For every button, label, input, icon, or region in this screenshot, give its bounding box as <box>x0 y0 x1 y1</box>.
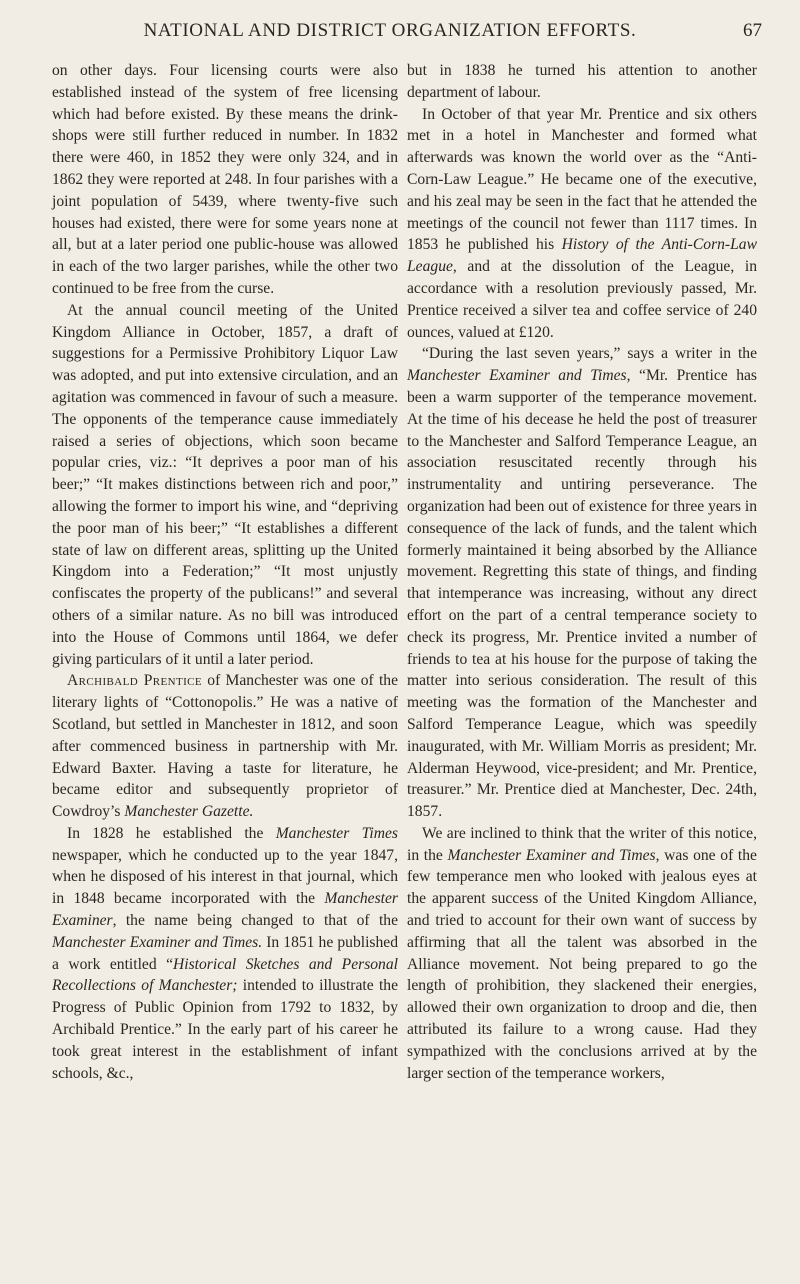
notice-paper-title: Manchester Examiner and Times <box>447 846 656 864</box>
paragraph-department-of-labour: but in 1838 he turned his attention to another department of labour. <box>407 62 757 101</box>
quote-text-b: , “Mr. Prentice has been a warm supporter of the temperance movement. At the time of his decease he held the post of treasurer to the Manchester and Salford Temperance League, an association resuscitated recently through his instrumentality and untiring perseverance. The organization had been out of existence for three years in consequence of the lack of funds, and the talent which formerly maintained it being absorbed by the Alliance movement. Regretting this state of things, and finding that intemperance was increasing, without any direct effort on the part of a central temperance society to check its progress, Mr. Prentice invited a number of friends to tea at his house for the purpose of taking the matter into serious consideration. The result of this meeting was the formation of the Manchester and Salford Temperance League, which was speedily inaugurated, with Mr. William Morris as president; Mr. Alderman Heywood, vice-president; and Mr. Prentice, treasurer.” Mr. Prentice died at Manchester, Dec. 24th, 1857. <box>407 367 757 821</box>
right-column <box>407 60 757 1084</box>
running-head: NATIONAL AND DISTRICT ORGANIZATION EFFORTS. <box>143 20 637 41</box>
page-header <box>50 18 762 48</box>
times-text-e: intended to illustrate the Progress of Public Opinion from 1792 to 1832, by Archibald Prentice.” In the early part of his career he took great interest in the establishment of infant schools, &c., <box>52 977 398 1082</box>
times-text-a: In 1828 he established the <box>67 824 276 842</box>
times-text-c: , the name being changed to that of the <box>112 912 398 930</box>
paragraph-manchester-times <box>52 823 398 1085</box>
left-column <box>52 60 398 1084</box>
prentice-text-a: of Manchester was one of the literary lights of “Cottonopolis.” He was a native of Scotland, but settled in Manchester in 1812, and soon after commenced business in partnership with Mr. Edward Baxter. Having a taste for literature, he became editor and subsequently proprietor of Cowdroy’s <box>52 672 398 821</box>
quote-text-a: “During the last seven years,” says a writer in the <box>422 345 757 363</box>
page-number: 67 <box>743 20 762 41</box>
paragraph-examiner-quote <box>407 343 757 823</box>
gazette-title: Manchester Gazette. <box>124 803 254 821</box>
paragraph-writer-notice <box>407 823 757 1085</box>
paragraph-archibald-prentice <box>52 670 398 823</box>
paragraph-licensing-courts: on other days. Four licensing courts were also established instead of the system of free licensing which had before existed. By these means the drink-shops were still further reduced in number. In 1832 there were 460, in 1852 they were only 324, and in 1862 they were reported at 248. In four parishes with a joint population of 5439, where twenty-five such houses had existed, there were for some years none at all, but at a later period one public-house was allowed in each of the two larger parishes, while the other two continued to be free from the curse. <box>52 62 398 297</box>
notice-text-b: , was one of the few temperance men who looked with jealous eyes at the apparent success of the United Kingdom Alliance, and tried to account for their own want of success by affirming that all the talent was absorbed in the Alliance movement. Not being prepared to go the length of prohibition, they slackened their energies, allowed their own organization to droop and die, then attributed its failure to a wrong cause. Had they sympathized with the conclusions arrived at by the larger section of the temperance workers, <box>407 846 757 1082</box>
times-text-d: In 1851 he published a work entitled “ <box>52 933 398 973</box>
times-title: Manchester Times <box>275 824 398 842</box>
examiner-times-title: Manchester Examiner and Times. <box>52 933 263 951</box>
examiner-title: Manchester Examiner <box>52 890 398 930</box>
times-text-b: newspaper, which he conducted up to the year 1847, when he disposed of his interest in that journal, which in 1848 became incorporated with the <box>52 846 398 908</box>
paragraph-permissive-bill: At the annual council meeting of the United Kingdom Alliance in October, 1857, a draft of suggestions for a Permissive Prohibitory Liquor Law was adopted, and put into extensive circulation, and an agitation was commenced in favour of such a measure. The opponents of the temperance cause immediately raised a series of objections, which soon became popular cries, viz.: “It deprives a poor man of his beer;” “It makes distinctions between rich and poor,” allowing the former to import his wine, and “depriving the poor man of his beer;” “It establishes a different state of law on different areas, splitting up the United Kingdom into a Federation;” “It most unjustly confiscates the property of the publicans!” and several others of a similar nature. As no bill was introduced into the House of Commons until 1864, we defer giving particulars of it until a later period. <box>52 301 398 668</box>
league-history-title: History of the Anti-Corn-Law League <box>407 236 757 276</box>
league-text-a: In October of that year Mr. Prentice and six others met in a hotel in Manchester and formed what afterwards was known the world over as the “Anti-Corn-Law League.” He became one of the executive, and his zeal may be seen in the fact that he attended the meetings of the council not fewer than 1117 times. In 1853 he published his <box>407 105 757 254</box>
prentice-name: Archibald Prentice <box>67 672 203 690</box>
quote-paper-title: Manchester Examiner and Times <box>407 367 627 385</box>
sketches-title: Historical Sketches and Personal Recollections of Manchester; <box>52 955 398 995</box>
notice-text-a: We are inclined to think that the writer of this notice, in the <box>407 824 757 864</box>
league-text-b: , and at the dissolution of the League, in accordance with a resolution previously passed, Mr. Prentice received a silver tea and coffee service of 240 ounces, valued at £120. <box>407 258 757 341</box>
paragraph-anti-corn-law-league <box>407 104 757 344</box>
